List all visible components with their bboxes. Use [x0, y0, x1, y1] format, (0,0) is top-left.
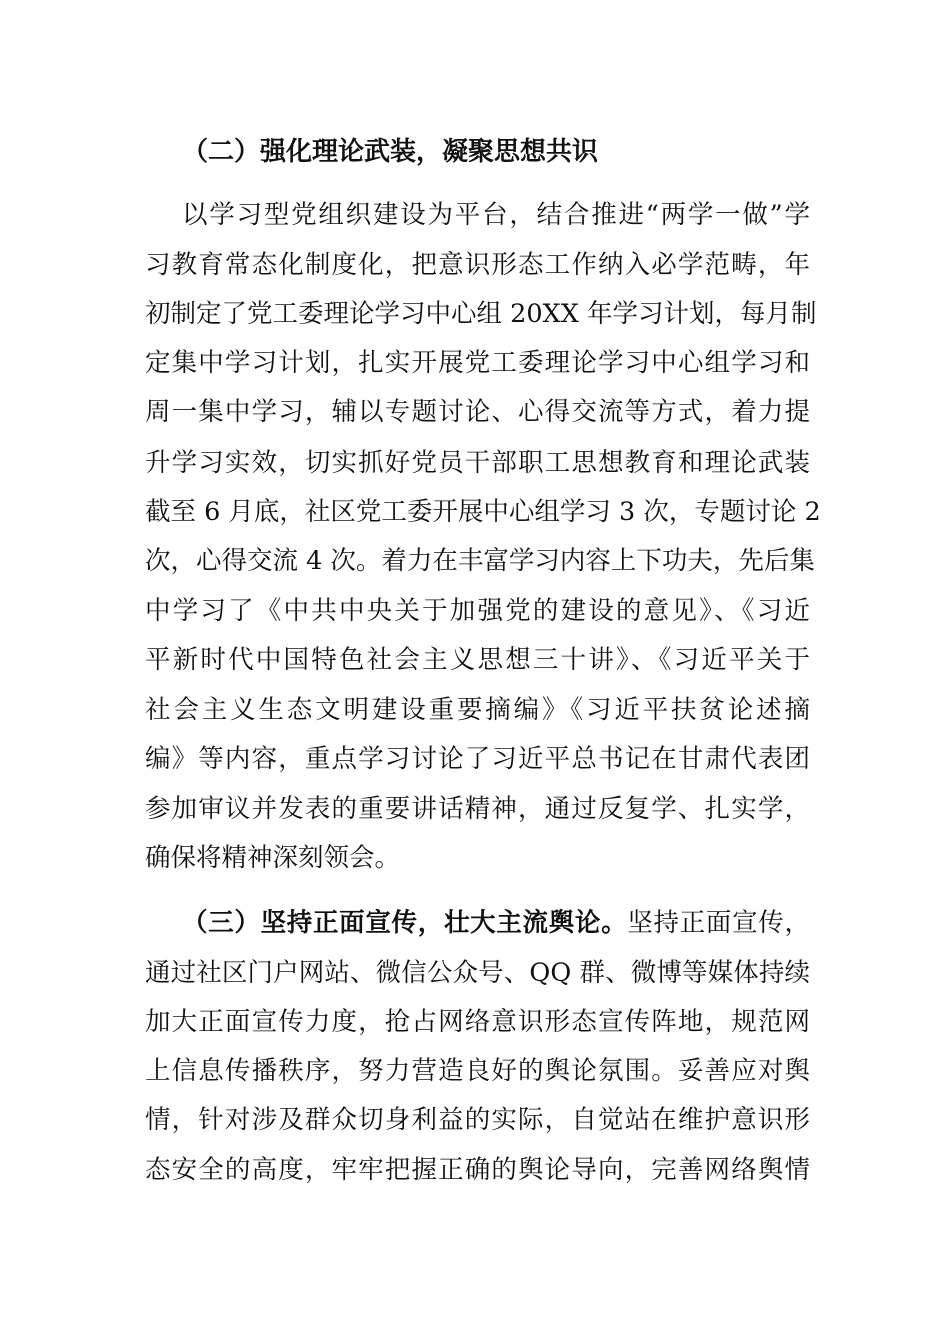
paragraph-line: 确保将精神深刻领会。 [145, 843, 401, 873]
paragraph-line: 上信息传播秩序，努力营造良好的舆论氛围。妥善应对舆 [145, 1056, 810, 1086]
paragraph-line: 以学习型党组织建设为平台，结合推进“两学一做”学 [182, 200, 810, 230]
section-heading-3: （三）坚持正面宣传，壮大主流舆论。 [182, 908, 628, 938]
paragraph-line: 习教育常态化制度化，把意识形态工作纳入必学范畴，年 [145, 250, 810, 280]
section-heading-2: （二）强化理论武装，凝聚思想共识 [182, 137, 599, 167]
paragraph-line: 平新时代中国特色社会主义思想三十讲》、《习近平关于 [145, 645, 810, 675]
paragraph-line: 加大正面宣传力度，抢占网络意识形态宣传阵地，规范网 [145, 1007, 810, 1037]
paragraph-line: 编》等内容，重点学习讨论了习近平总书记在甘肃代表团 [145, 744, 810, 774]
paragraph-line: 升学习实效，切实抓好党员干部职工思想教育和理论武装 [145, 448, 810, 478]
paragraph-line: 定集中学习计划，扎实开展党工委理论学习中心组学习和 [145, 348, 810, 378]
paragraph-line: 情，针对涉及群众切身利益的实际，自觉站在维护意识形 [145, 1105, 810, 1135]
paragraph-line: 通过社区门户网站、微信公众号、QQ 群、微博等媒体持续 [145, 958, 810, 988]
paragraph-line: 次，心得交流 4 次。着力在丰富学习内容上下功夫，先后集 [145, 546, 815, 576]
section-3-first-line [182, 903, 810, 943]
paragraph-line: 周一集中学习，辅以专题讨论、心得交流等方式，着力提 [145, 397, 810, 427]
paragraph-line: 态安全的高度，牢牢把握正确的舆论导向，完善网络舆情 [145, 1155, 810, 1185]
paragraph-line: 截至 6 月底，社区党工委开展中心组学习 3 次，专题讨论 2 [145, 497, 821, 527]
paragraph-line: 中学习了《中共中央关于加强党的建设的意见》、《习近 [145, 596, 810, 626]
paragraph-line: 初制定了党工委理论学习中心组 20XX 年学习计划，每月制 [145, 299, 817, 329]
paragraph-line: 参加审议并发表的重要讲话精神，通过反复学、扎实学， [145, 794, 810, 824]
paragraph-text: 坚持正面宣传， [627, 908, 810, 938]
paragraph-line: 社会主义生态文明建设重要摘编》《习近平扶贫论述摘 [145, 695, 810, 725]
